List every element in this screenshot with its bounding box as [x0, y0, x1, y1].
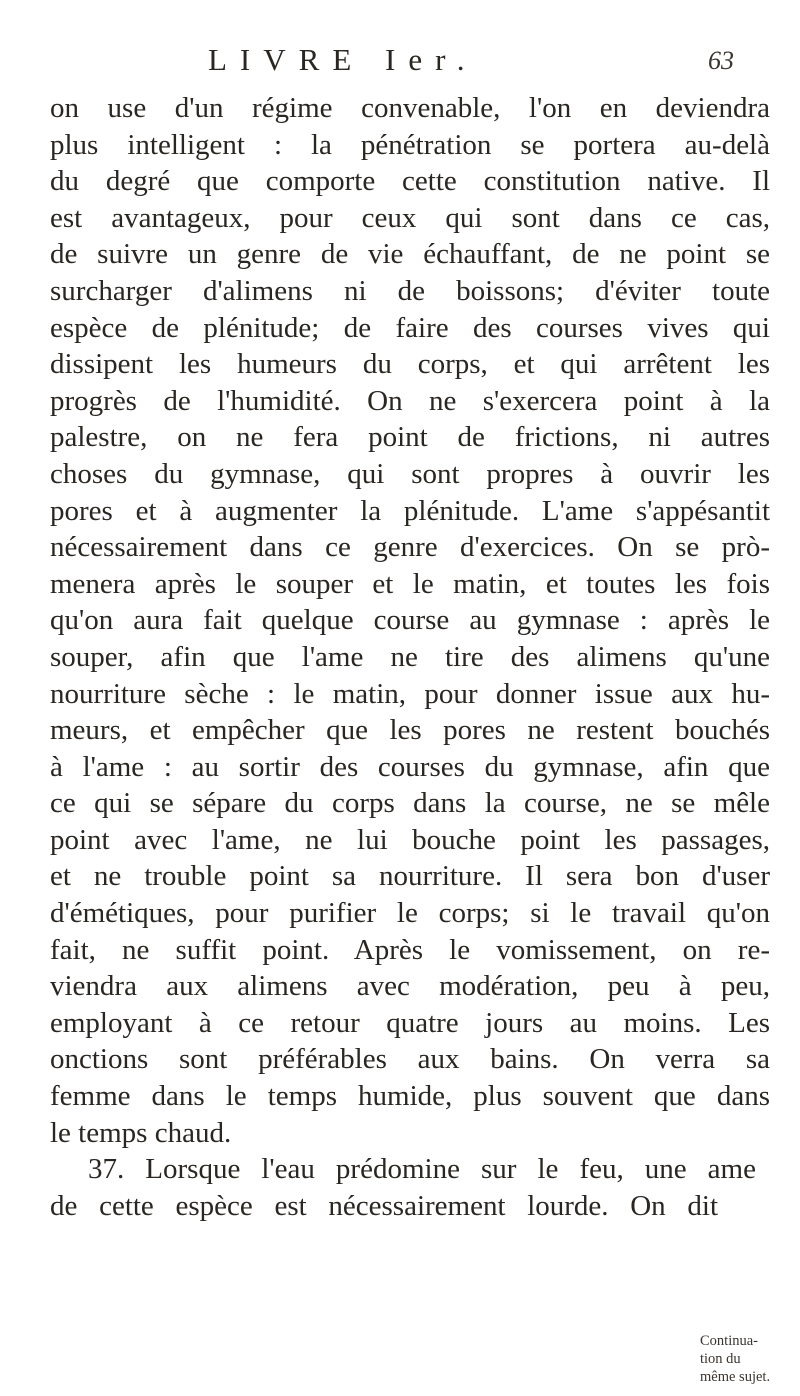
- text-line: onctions sont préférables aux bains. On verra sa: [50, 1043, 770, 1076]
- text-line: de suivre un genre de vie échauffant, de ne point se: [50, 238, 770, 271]
- running-title: LIVRE Ier.: [208, 42, 478, 77]
- text-line: pores et à augmenter la plénitude. L'ame s'appésantit: [50, 494, 770, 527]
- text-line: d'émétiques, pour purifier le corps; si le travail qu'on: [50, 897, 770, 930]
- text-line: est avantageux, pour ceux qui sont dans ce cas,: [50, 201, 770, 234]
- text-line: employant à ce retour quatre jours au moins. Les: [50, 1006, 770, 1039]
- text-line: souper, afin que l'ame ne tire des alimens qu'une: [50, 640, 770, 673]
- margin-note: [700, 1332, 800, 1386]
- text-line: on use d'un régime convenable, l'on en deviendra: [50, 92, 770, 124]
- text-line: viendra aux alimens avec modération, peu à peu,: [50, 970, 770, 1003]
- text-line: surcharger d'alimens ni de boissons; d'éviter toute: [50, 274, 770, 307]
- text-line: dissipent les humeurs du corps, et qui arrêtent les: [50, 348, 770, 381]
- text-line: palestre, on ne fera point de frictions, ni autres: [50, 421, 770, 454]
- margin-note-line: tion du: [700, 1351, 741, 1367]
- text-line: espèce de plénitude; de faire des courses vives qui: [50, 311, 770, 344]
- section-start-line: 37. Lorsque l'eau prédomine sur le feu, une ame: [88, 1153, 756, 1186]
- text-line: plus intelligent : la pénétration se portera au-delà: [50, 128, 770, 161]
- text-line: à l'ame : au sortir des courses du gymnase, afin que: [50, 750, 770, 783]
- text-line: choses du gymnase, qui sont propres à ouvrir les: [50, 457, 770, 490]
- margin-note-line: Continua-: [700, 1333, 758, 1349]
- text-line: progrès de l'humidité. On ne s'exercera point à la: [50, 384, 770, 417]
- margin-note-line: même sujet.: [700, 1369, 771, 1385]
- text-line: meurs, et empêcher que les pores ne restent bouchés: [50, 714, 770, 747]
- text-line: point avec l'ame, ne lui bouche point les passages,: [50, 823, 770, 856]
- text-line: ce qui se sépare du corps dans la course, ne se mêle: [50, 787, 770, 820]
- page-number: 63: [708, 46, 734, 75]
- text-line: de cette espèce est nécessairement lourde. On dit: [50, 1189, 718, 1222]
- text-line: du degré que comporte cette constitution native. Il: [50, 165, 770, 198]
- text-line: femme dans le temps humide, plus souvent que dans: [50, 1080, 770, 1113]
- text-line: nécessairement dans ce genre d'exercices. On se prò-: [50, 531, 770, 564]
- text-line: qu'on aura fait quelque course au gymnase : après le: [50, 604, 770, 637]
- text-line: et ne trouble point sa nourriture. Il sera bon d'user: [50, 860, 770, 893]
- text-line: fait, ne suffit point. Après le vomissement, on re-: [50, 933, 770, 966]
- body-text: [50, 90, 770, 1224]
- running-head: [0, 42, 800, 86]
- text-line: le temps chaud.: [50, 1116, 232, 1149]
- text-line: nourriture sèche : le matin, pour donner issue aux hu-: [50, 677, 770, 710]
- text-line: menera après le souper et le matin, et toutes les fois: [50, 567, 770, 600]
